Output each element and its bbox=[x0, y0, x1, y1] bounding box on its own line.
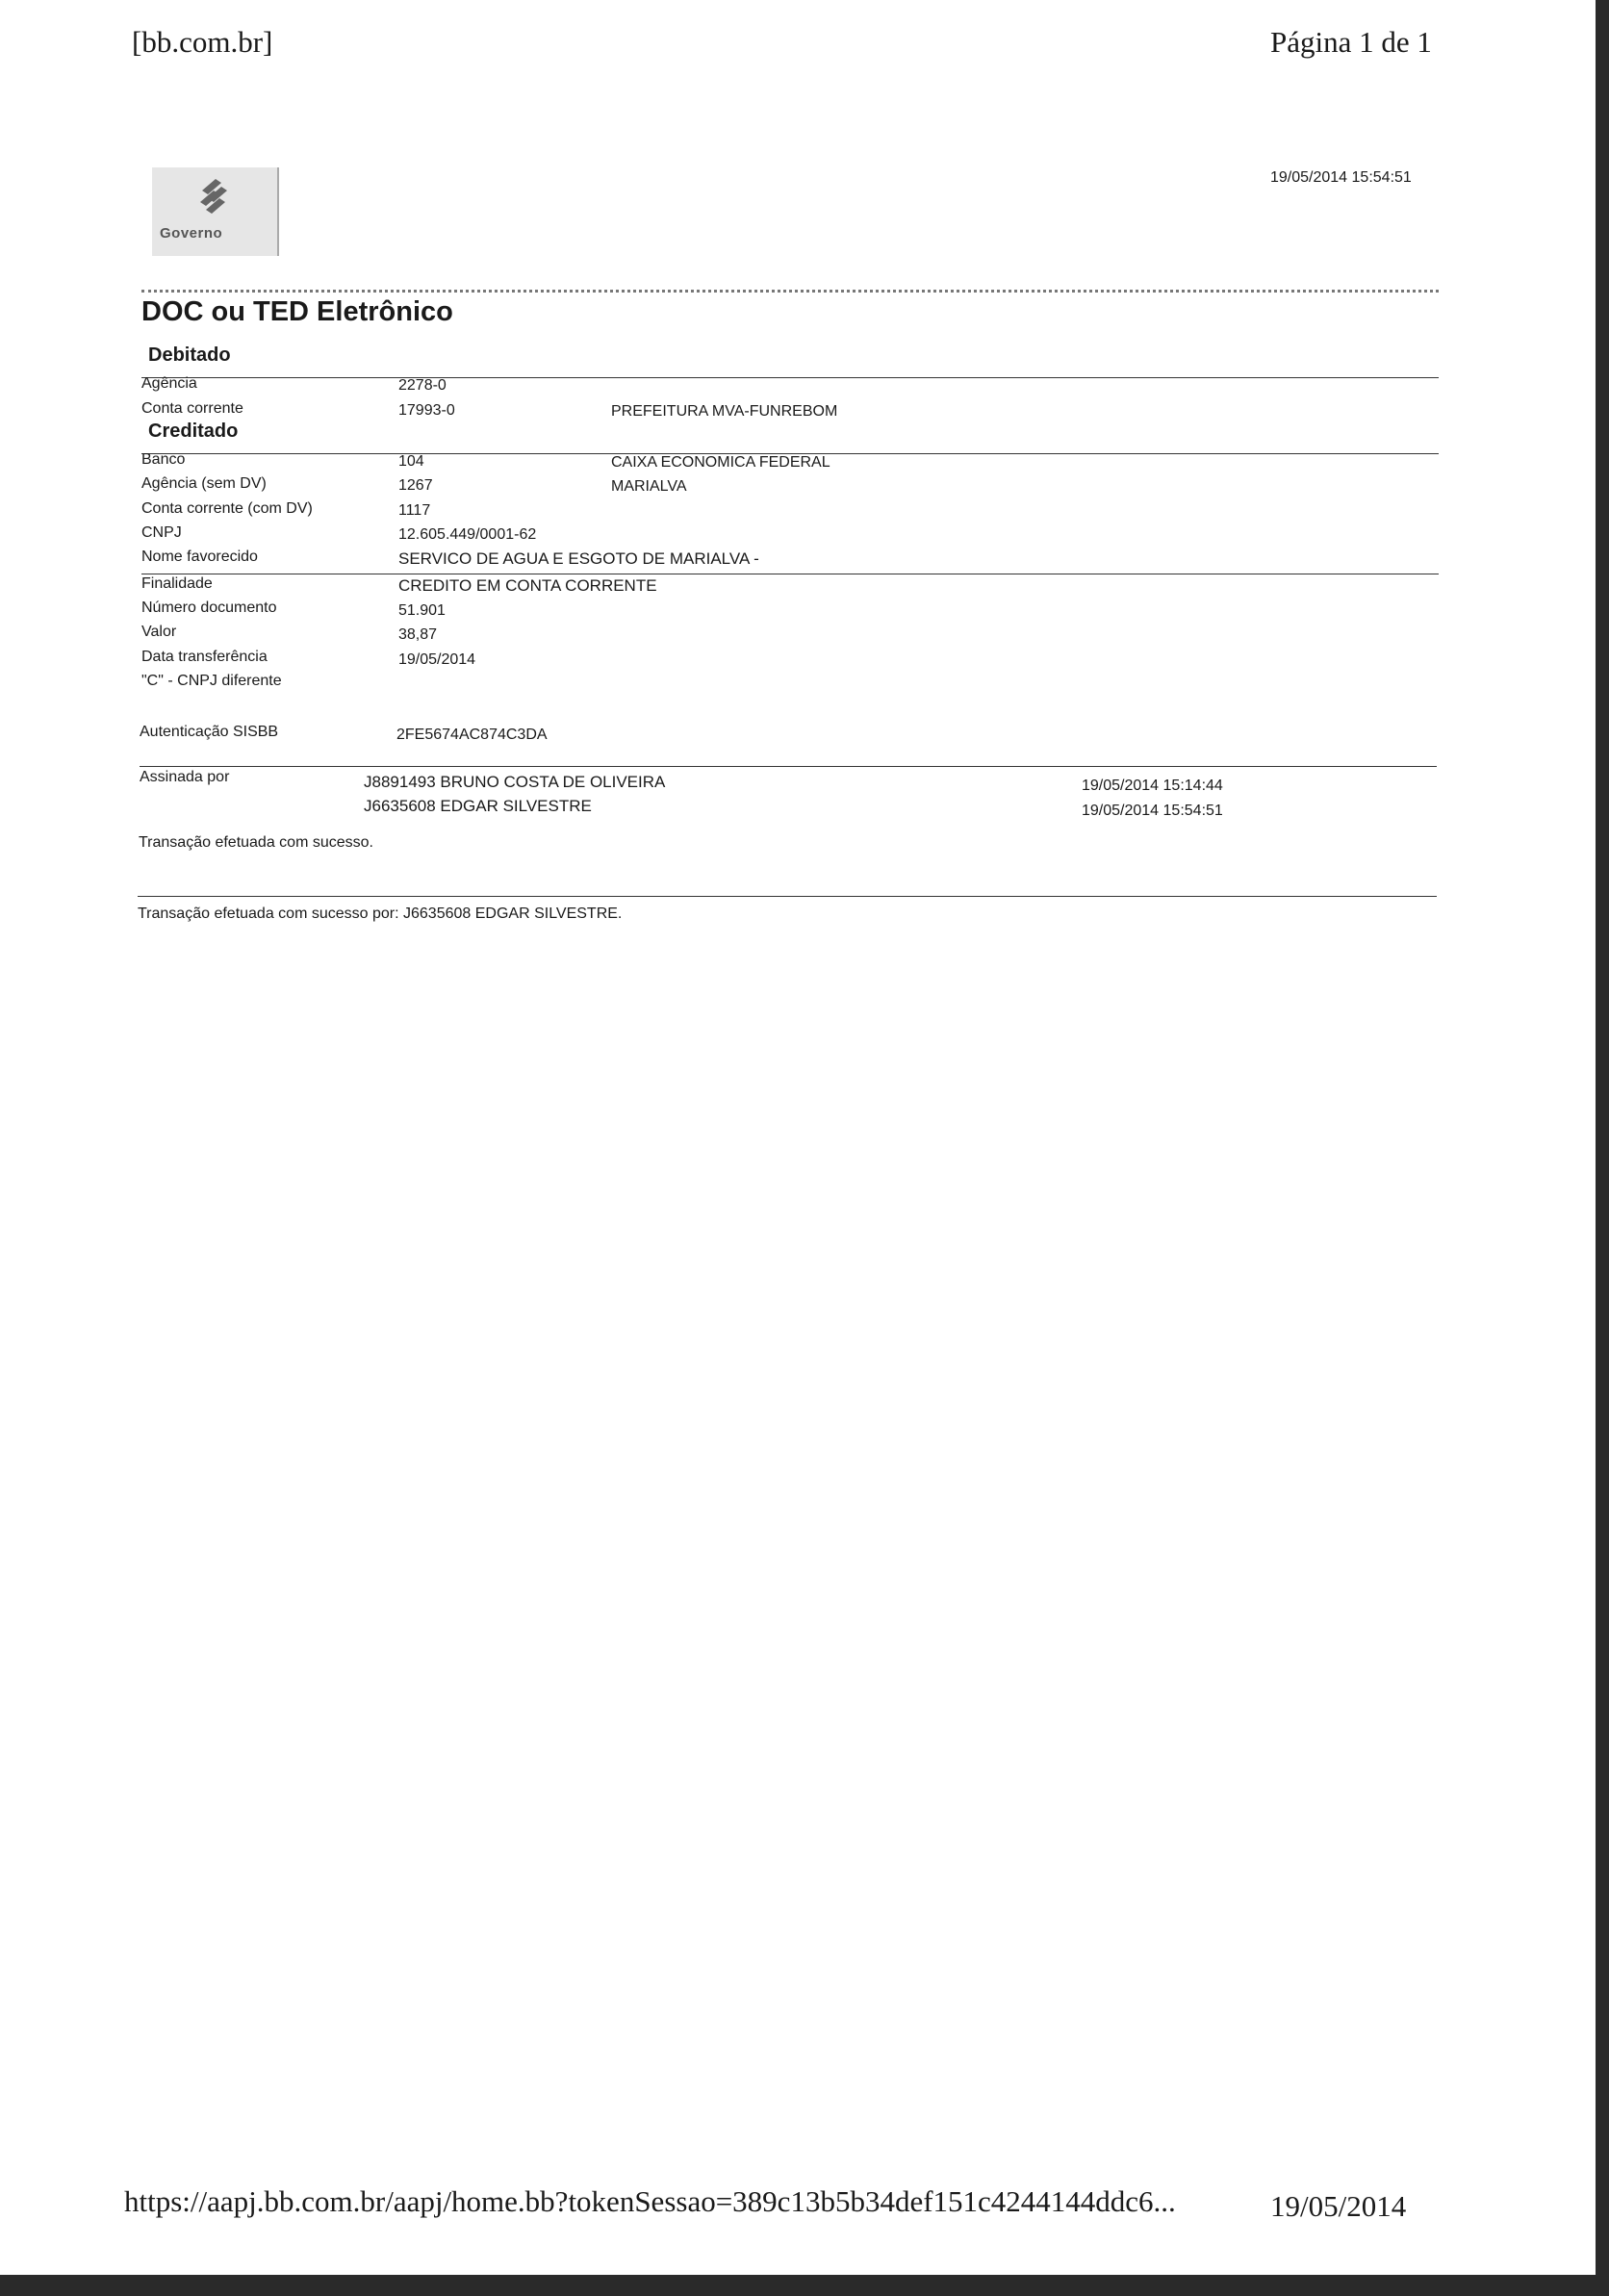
label-finalidade: Finalidade bbox=[141, 575, 213, 592]
value-agencia-credito-nome: MARIALVA bbox=[611, 478, 687, 495]
label-conta-credito: Conta corrente (com DV) bbox=[141, 500, 313, 517]
value-valor: 38,87 bbox=[398, 626, 438, 643]
value-agencia-debito: 2278-0 bbox=[398, 377, 447, 394]
label-valor: Valor bbox=[141, 624, 177, 640]
print-header-page: Página 1 de 1 bbox=[1270, 25, 1432, 59]
print-footer-date: 19/05/2014 bbox=[1270, 2189, 1407, 2223]
print-footer-url: https://aapj.bb.com.br/aapj/home.bb?tokenSessao=389c13b5b34def151c4244144ddc6... bbox=[124, 2184, 1176, 2218]
label-cnpj-diferente: "C" - CNPJ diferente bbox=[141, 673, 282, 689]
scan-border-bottom bbox=[0, 2275, 1609, 2296]
status-message: Transação efetuada com sucesso. bbox=[139, 834, 373, 851]
value-conta-credito: 1117 bbox=[398, 502, 431, 519]
value-autenticacao: 2FE5674AC874C3DA bbox=[396, 727, 548, 743]
label-favorecido: Nome favorecido bbox=[141, 548, 258, 565]
label-autenticacao: Autenticação SISBB bbox=[140, 724, 279, 740]
divider bbox=[140, 766, 1437, 767]
value-cnpj: 12.605.449/0001-62 bbox=[398, 526, 537, 543]
signer-name: J6635608 EDGAR SILVESTRE bbox=[364, 797, 592, 815]
signer-name: J8891493 BRUNO COSTA DE OLIVEIRA bbox=[364, 773, 666, 791]
bb-logo-icon bbox=[152, 167, 277, 225]
label-banco: Banco bbox=[141, 451, 186, 468]
section-debitado: Debitado bbox=[148, 344, 231, 366]
section-creditado: Creditado bbox=[148, 421, 239, 442]
value-favorecido: SERVICO DE AGUA E ESGOTO DE MARIALVA - bbox=[398, 549, 759, 568]
header-divider bbox=[141, 290, 1439, 293]
status-by-message: Transação efetuada com sucesso por: J6635608 EDGAR SILVESTRE. bbox=[138, 906, 623, 922]
logo-label: Governo bbox=[160, 225, 223, 242]
label-agencia-credito: Agência (sem DV) bbox=[141, 475, 267, 492]
value-conta-debito-titular: PREFEITURA MVA-FUNREBOM bbox=[611, 403, 838, 420]
value-data-transferencia: 19/05/2014 bbox=[398, 651, 476, 668]
label-data-transferencia: Data transferência bbox=[141, 649, 268, 665]
label-conta-debito: Conta corrente bbox=[141, 400, 243, 417]
value-conta-debito: 17993-0 bbox=[398, 402, 455, 419]
value-agencia-credito: 1267 bbox=[398, 477, 433, 494]
signer-datetime: 19/05/2014 15:54:51 bbox=[1082, 803, 1223, 819]
value-numero-documento: 51.901 bbox=[398, 602, 446, 619]
header-timestamp: 19/05/2014 15:54:51 bbox=[1270, 169, 1412, 186]
value-finalidade: CREDITO EM CONTA CORRENTE bbox=[398, 576, 657, 595]
signer-datetime: 19/05/2014 15:14:44 bbox=[1082, 778, 1223, 794]
value-banco-nome: CAIXA ECONOMICA FEDERAL bbox=[611, 454, 830, 471]
value-banco: 104 bbox=[398, 453, 424, 470]
divider bbox=[141, 377, 1439, 378]
label-cnpj: CNPJ bbox=[141, 524, 182, 541]
divider bbox=[138, 896, 1437, 897]
page-title: DOC ou TED Eletrônico bbox=[141, 296, 453, 327]
print-header-site: [bb.com.br] bbox=[132, 25, 273, 59]
scan-border-right bbox=[1596, 0, 1609, 2296]
label-agencia-debito: Agência bbox=[141, 375, 197, 392]
bank-logo bbox=[152, 167, 279, 256]
label-assinada-por: Assinada por bbox=[140, 769, 230, 785]
label-numero-documento: Número documento bbox=[141, 600, 277, 616]
